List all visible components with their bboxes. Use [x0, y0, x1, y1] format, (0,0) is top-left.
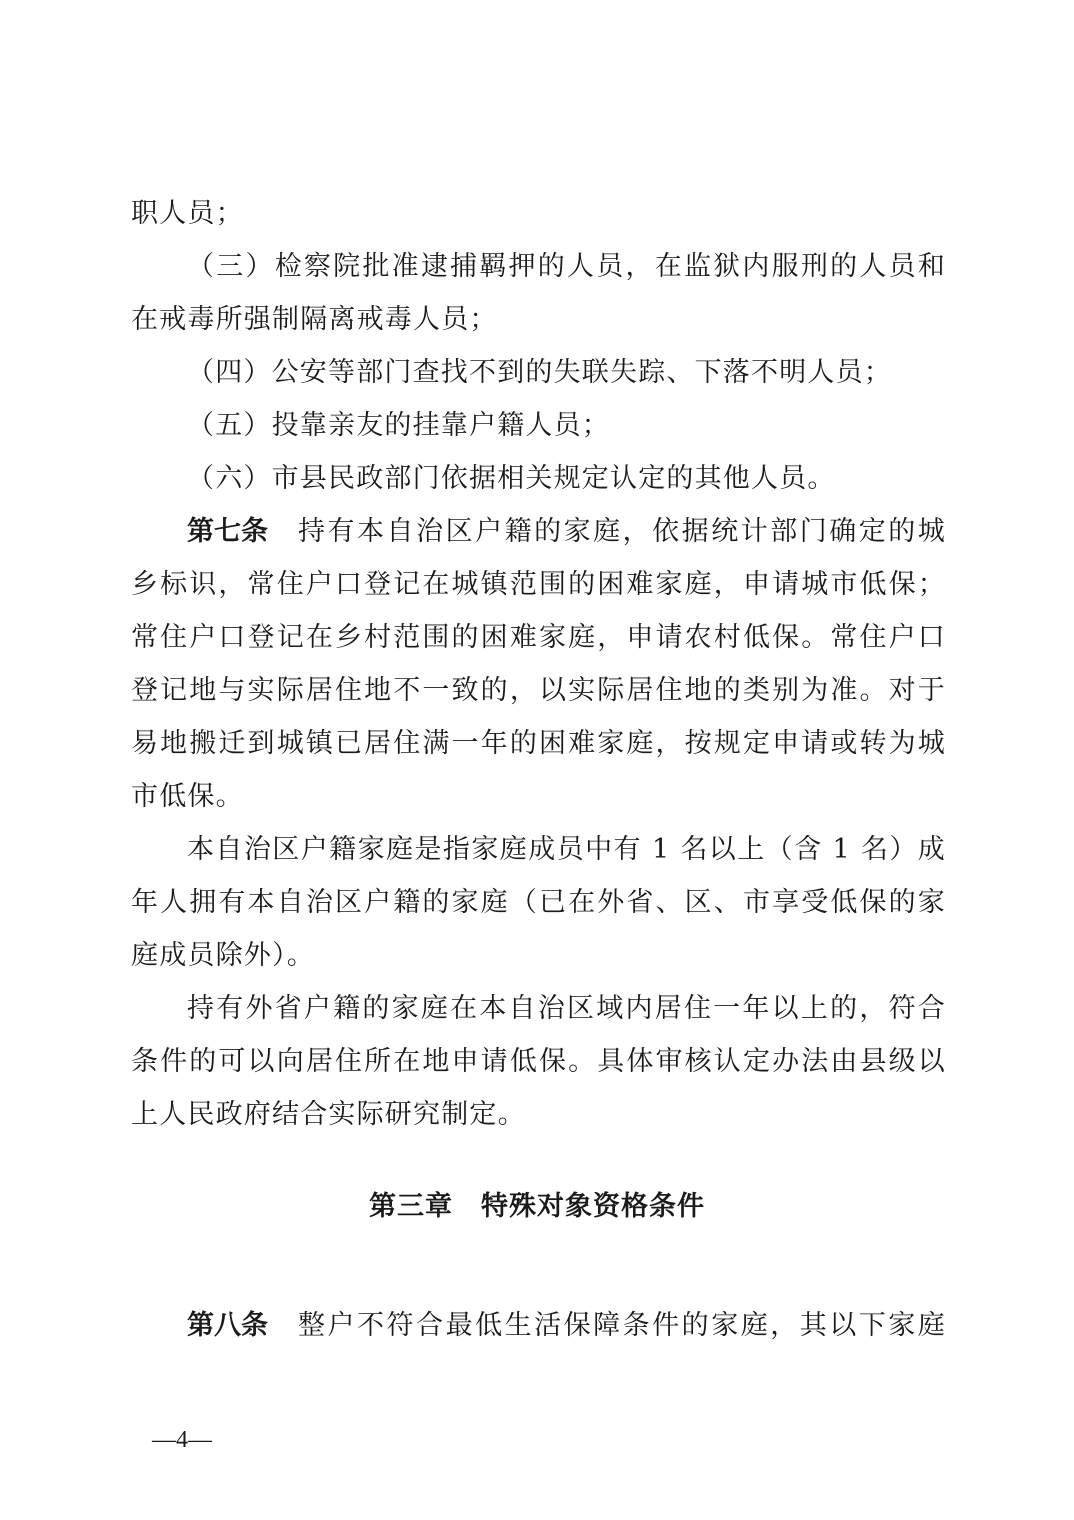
article-7-para3-line-2: 条件的可以向居住所在地申请低保。具体审核认定办法由县级以 — [131, 1046, 946, 1077]
article-7-line-4: 登记地与实际居住地不一致的，以实际居住地的类别为准。对于 — [131, 675, 946, 706]
article-7-label: 第七条 — [187, 516, 268, 547]
article-7-text-1: 持有本自治区户籍的家庭，依据统计部门确定的城 — [298, 516, 946, 547]
item-3-line-2: 在戒毒所强制隔离戒毒人员； — [131, 304, 498, 335]
article-7-para2-line-1: 本自治区户籍家庭是指家庭成员中有 1 名以上（含 1 名）成 — [187, 834, 946, 865]
item-3-line-1: （三）检察院批准逮捕羁押的人员，在监狱内服刑的人员和 — [187, 251, 946, 282]
article-7-para3-line-3: 上人民政府结合实际研究制定。 — [131, 1099, 526, 1130]
article-7-line-6: 市低保。 — [131, 781, 244, 812]
article-7-line-3: 常住户口登记在乡村范围的困难家庭，申请农村低保。常住户口 — [131, 622, 946, 653]
page-number: —4— — [152, 1427, 212, 1453]
article-8-label: 第八条 — [187, 1310, 268, 1341]
article-7-line-1 — [187, 512, 946, 552]
continuation-line: 职人员； — [131, 198, 244, 229]
article-7-para2-line-2: 年人拥有本自治区户籍的家庭（已在外省、区、市享受低保的家 — [131, 887, 946, 918]
article-7-line-2: 乡标识，常住户口登记在城镇范围的困难家庭，申请城市低保； — [131, 569, 946, 600]
article-7-para2-line-3: 庭成员除外）。 — [131, 940, 315, 971]
item-5: （五）投靠亲友的挂靠户籍人员； — [187, 410, 610, 441]
item-4: （四）公安等部门查找不到的失联失踪、下落不明人员； — [187, 357, 892, 388]
article-8-text-1: 整户不符合最低生活保障条件的家庭，其以下家庭 — [298, 1310, 946, 1341]
chapter-title: 特殊对象资格条件 — [481, 1191, 705, 1222]
chapter-number: 第三章 — [369, 1191, 453, 1222]
article-7-line-5: 易地搬迁到城镇已居住满一年的困难家庭，按规定申请或转为城 — [131, 728, 946, 759]
article-7-para3-line-1: 持有外省户籍的家庭在本自治区域内居住一年以上的，符合 — [187, 993, 946, 1024]
chapter-heading — [0, 1187, 1074, 1227]
item-6: （六）市县民政部门依据相关规定认定的其他人员。 — [187, 463, 836, 494]
article-8-line-1 — [187, 1306, 946, 1346]
